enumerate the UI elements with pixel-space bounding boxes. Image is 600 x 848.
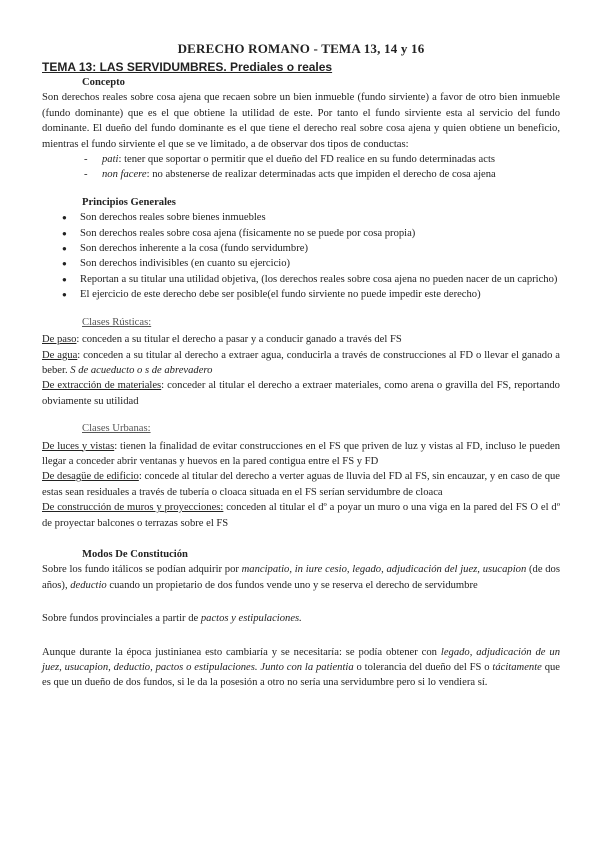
urbana-text: : tienen la finalidad de evitar construcciones en el FS que priven de luz y vistas al FD, incluso le pueden llegar a conceder abrir ventanas y huevos en la pared contigua entre el FS y FD: [42, 440, 560, 467]
text-run-italic: tácitamente: [492, 662, 542, 673]
list-item: ● Son derechos inherente a la cosa (fundo servidumbre): [62, 241, 560, 256]
conductas-list: [42, 152, 560, 183]
item-text: : tener que soportar o permitir que el dueño del FD realice en su fundo determinadas acts: [118, 154, 496, 166]
rustica-term: De extracción de materiales: [42, 380, 162, 392]
modos-paragraph-1: [42, 562, 560, 593]
rustica-term: De paso: [42, 334, 77, 346]
term-pati: pati: [102, 154, 119, 166]
principios-heading: Principios Generales: [82, 196, 176, 208]
modos-heading: Modos De Constitución: [82, 548, 188, 560]
text-run: Sobre fundos provinciales a partir de: [42, 613, 201, 625]
modos-paragraph-3: [42, 645, 560, 691]
rustica-item: [42, 378, 560, 409]
rustica-item: [42, 332, 560, 347]
list-item: ● El ejercicio de este derecho debe ser posible(el fundo sirviente no puede impedir este derecho): [62, 287, 560, 302]
urbana-text: : concede al titular del derecho a verter aguas de lluvia del FD al FS, sin encauzar, y en caso de que estas sean residuales a través de tubería o cloaca situada en el FS serían servidumbre de cloaca: [42, 471, 560, 498]
term-non-facere: non facere: [102, 169, 147, 181]
text-run: que es que un dueño de dos fundos, si le da la posesión a otro no sería una servidumbre pero si lo vendiera sí.: [42, 662, 560, 689]
text-run: cuando un propietario de dos fundos vende uno y se reserva el derecho de servidumbre: [106, 579, 478, 591]
topic-title: TEMA 13: LAS SERVIDUMBRES. Prediales o reales: [42, 60, 333, 74]
urbana-item: [42, 500, 560, 531]
text-run-italic: mancipatio, in iure cesio, legado, adjudicación del juez, usucapion: [241, 564, 527, 576]
urbana-item: [42, 439, 560, 470]
document-title: DERECHO ROMANO - TEMA 13, 14 y 16: [177, 41, 425, 56]
text-run-italic: legado, adjudicación de un juez, usucapion, deductio, pactos o estipulaciones. Junto con la patientia: [42, 646, 560, 673]
rustica-text: : conceden a su titular el derecho a pasar y a conducir ganado a través del FS: [76, 334, 402, 346]
list-item: ● Son derechos reales sobre cosa ajena (físicamente no se puede por cosa propia): [62, 226, 560, 241]
list-item: [82, 152, 560, 167]
item-text: : no abstenerse de realizar determinadas acts que impiden el derecho de cosa ajena: [146, 169, 496, 181]
rustica-text: : conceder al titular el derecho a extraer materiales, como arena o gravilla del FS, reportando obviamente su utilidad: [42, 380, 560, 407]
concepto-text: Son derechos reales sobre cosa ajena que recaen sobre un bien inmueble (fundo sirviente) a favor de otro bien inmueble (fundo dominante) que es el que obtiene la utilidad de este. Por tanto el fundo sirviente esta al servicio del fundo dominante. El dueño del fundo dominante es el que tiene el derecho real sobre cosa ajena y quien obtiene un beneficio, mientras el fundo sirviente el que se ve limitado, a de observar dos tipos de conductas:: [42, 92, 560, 150]
urbana-term: De construcción de muros y proyecciones:: [42, 502, 224, 514]
rustica-item: [42, 348, 560, 379]
text-run: (de dos años),: [42, 564, 560, 591]
rusticas-heading: Clases Rústicas:: [82, 316, 152, 328]
urbanas-heading: Clases Urbanas:: [82, 423, 151, 435]
text-run: o tolerancia del dueño del FS o: [353, 662, 493, 673]
text-run: Aunque durante la época justinianea esto cambiaría y se necesitaría: se podía obtener con: [42, 646, 441, 658]
text-run: Sobre los fundo itálicos se podían adquirir por: [42, 564, 242, 576]
urbana-item: [42, 469, 560, 500]
text-run-italic: pactos y estipulaciones.: [200, 613, 302, 625]
text-run-italic: deductio: [70, 579, 107, 591]
list-item: ● Reportan a su titular una utilidad objetiva, (los derechos reales sobre cosa ajena no pueden nacer de un capricho): [62, 272, 560, 287]
concepto-heading: Concepto: [82, 77, 125, 88]
spacer: [42, 593, 560, 611]
rustica-term: De agua: [42, 349, 78, 361]
spacer: [42, 627, 560, 645]
rustica-extra: S de acueducto o s de abrevadero: [70, 364, 213, 376]
modos-paragraph-2: [42, 611, 560, 626]
urbana-term: De luces y vistas: [42, 440, 115, 452]
urbana-term: De desagüe de edificio: [42, 471, 139, 483]
rustica-text: : conceden a su titular al derecho a extraer agua, conducirla a través de construcciones al FD o llevar el ganado a beber.: [42, 349, 561, 376]
list-item: ● Son derechos indivisibles (en cuanto su ejercicio): [62, 256, 560, 271]
urbana-text: conceden al titular el dº a poyar un muro o una viga en la pared del FS O el dº de proyectar balcones o terrazas sobre el FS: [42, 502, 560, 529]
list-item: ● Son derechos reales sobre bienes inmuebles: [62, 210, 560, 225]
principios-list: [42, 210, 560, 302]
list-item: [82, 167, 560, 182]
